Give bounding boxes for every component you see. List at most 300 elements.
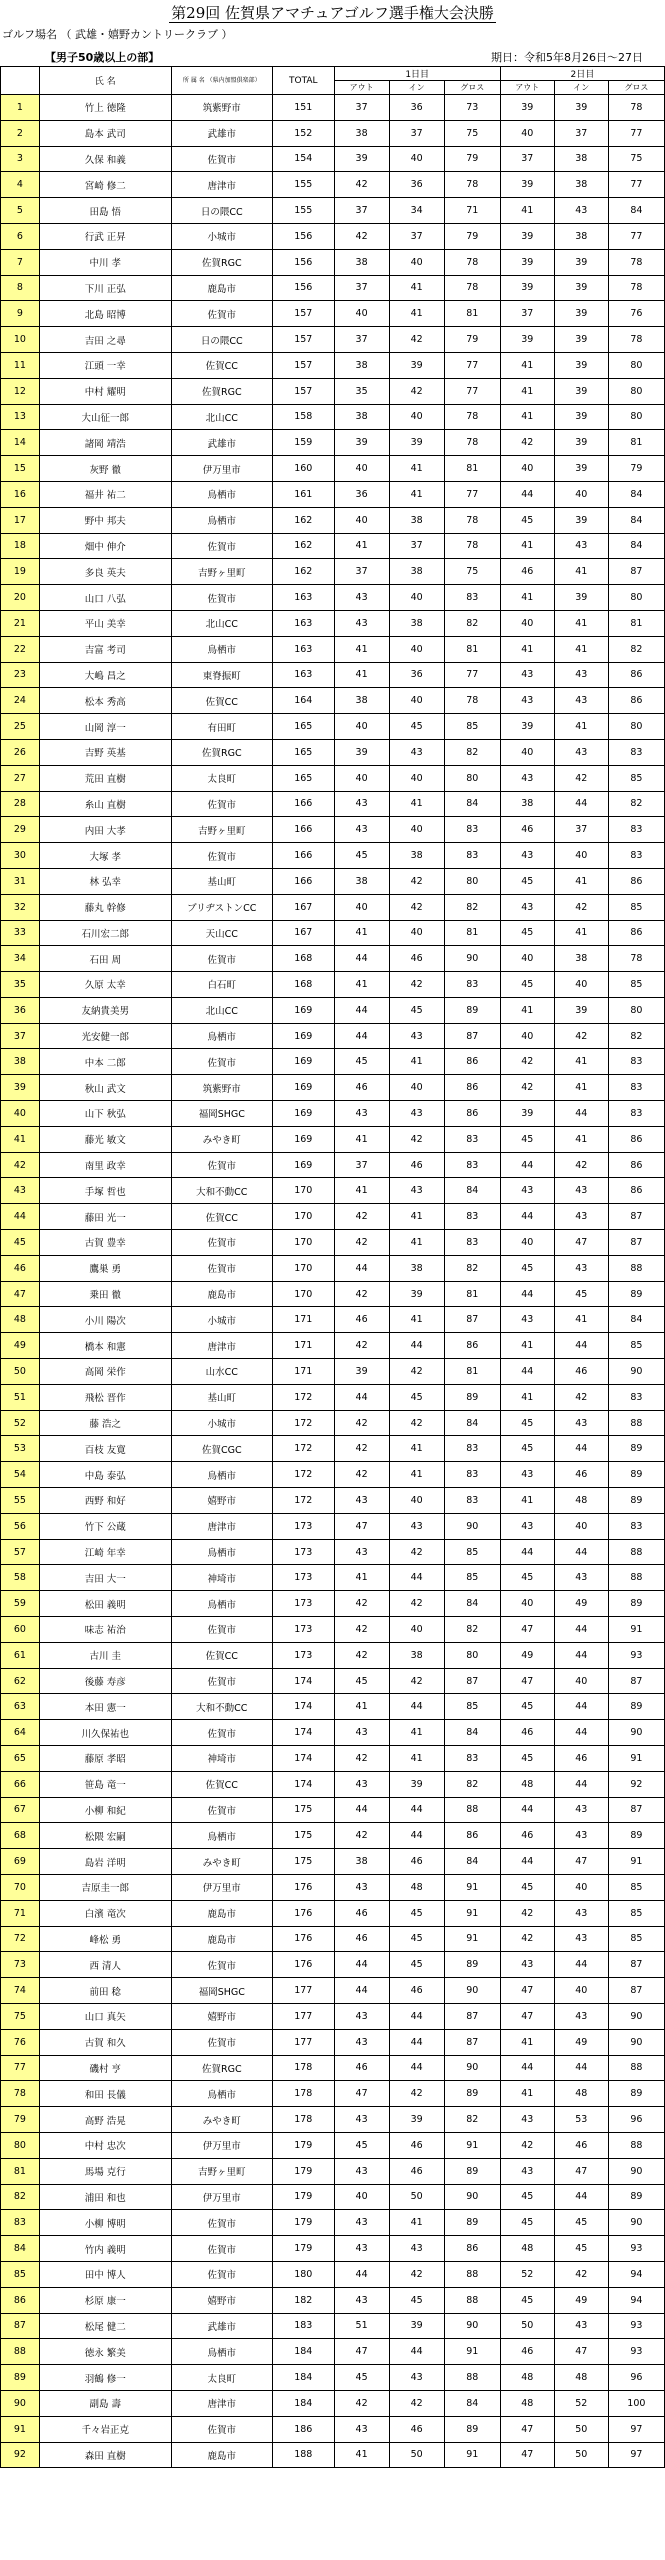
day1-out: 43 <box>334 791 389 817</box>
total-score: 176 <box>273 1926 335 1952</box>
day1-header: 1日目 <box>334 67 500 81</box>
day2-header: 2日目 <box>500 67 664 81</box>
player-name: 藤光 敏文 <box>39 1126 171 1152</box>
day2-out: 41 <box>500 2081 554 2107</box>
day1-gross: 83 <box>444 817 500 843</box>
day1-out: 44 <box>334 1952 389 1978</box>
rank-cell: 7 <box>1 249 40 275</box>
club-name: みやき町 <box>171 1126 272 1152</box>
day2-gross: 89 <box>608 1488 664 1514</box>
player-name: 吉田 大一 <box>39 1565 171 1591</box>
day1-out: 37 <box>334 559 389 585</box>
day1-gross: 89 <box>444 2158 500 2184</box>
player-name: 中村 耀明 <box>39 378 171 404</box>
table-row <box>1 1462 665 1488</box>
day1-out: 40 <box>334 2184 389 2210</box>
day2-out: 48 <box>500 1771 554 1797</box>
day1-in: 44 <box>389 2029 444 2055</box>
day2-out: 40 <box>500 610 554 636</box>
player-name: 内田 大孝 <box>39 817 171 843</box>
day2-out: 45 <box>500 1694 554 1720</box>
day2-in: 43 <box>554 198 608 224</box>
day2-gross: 85 <box>608 1333 664 1359</box>
table-row <box>1 714 665 740</box>
day1-gross: 84 <box>444 1591 500 1617</box>
day2-out: 41 <box>500 1488 554 1514</box>
table-row <box>1 1849 665 1875</box>
day2-out: 44 <box>500 1849 554 1875</box>
rank-cell: 48 <box>1 1307 40 1333</box>
day1-in: 43 <box>389 1023 444 1049</box>
club-name: 佐賀CC <box>171 688 272 714</box>
rank-cell: 39 <box>1 1075 40 1101</box>
day1-in: 38 <box>389 1255 444 1281</box>
day1-in: 42 <box>389 2261 444 2287</box>
day1-gross: 82 <box>444 610 500 636</box>
club-name: 伊万里市 <box>171 456 272 482</box>
day2-in: 43 <box>554 1178 608 1204</box>
day1-out: 41 <box>334 662 389 688</box>
rank-cell: 30 <box>1 843 40 869</box>
total-score: 168 <box>273 946 335 972</box>
day1-in: 42 <box>389 2390 444 2416</box>
day1-gross: 90 <box>444 2313 500 2339</box>
day2-gross: 96 <box>608 2365 664 2391</box>
club-name: 東脊振町 <box>171 662 272 688</box>
total-score: 168 <box>273 972 335 998</box>
day2-in: 44 <box>554 1617 608 1643</box>
table-row <box>1 1952 665 1978</box>
player-name: 藤 浩之 <box>39 1410 171 1436</box>
day1-in: 42 <box>389 2081 444 2107</box>
day2-in: 40 <box>554 1978 608 2004</box>
day2-gross: 84 <box>608 481 664 507</box>
day2-in: 46 <box>554 1359 608 1385</box>
player-name: 多良 英夫 <box>39 559 171 585</box>
club-name: 佐賀市 <box>171 1152 272 1178</box>
day2-out: 38 <box>500 791 554 817</box>
total-score: 165 <box>273 714 335 740</box>
club-name: 嬉野市 <box>171 1488 272 1514</box>
day2-gross: 89 <box>608 1281 664 1307</box>
day1-gross: 86 <box>444 1075 500 1101</box>
table-row <box>1 1333 665 1359</box>
day2-out: 44 <box>500 2055 554 2081</box>
day1-out: 44 <box>334 1978 389 2004</box>
day2-in: 41 <box>554 714 608 740</box>
day1-gross: 85 <box>444 1539 500 1565</box>
day1-in: 34 <box>389 198 444 224</box>
table-row <box>1 1694 665 1720</box>
club-name: 佐賀RGC <box>171 2055 272 2081</box>
day1-gross: 89 <box>444 997 500 1023</box>
day2-out: 41 <box>500 352 554 378</box>
total-score: 169 <box>273 1049 335 1075</box>
day1-in: 41 <box>389 1462 444 1488</box>
day1-gross: 73 <box>444 95 500 121</box>
day2-gross: 97 <box>608 2416 664 2442</box>
table-row <box>1 481 665 507</box>
day1-out: 42 <box>334 2390 389 2416</box>
player-name: 竹下 公蔵 <box>39 1513 171 1539</box>
day2-gross: 75 <box>608 146 664 172</box>
day2-gross: 93 <box>608 2313 664 2339</box>
day1-gross: 82 <box>444 1771 500 1797</box>
day2-gross: 87 <box>608 1668 664 1694</box>
rank-cell: 74 <box>1 1978 40 2004</box>
day1-out: 42 <box>334 1281 389 1307</box>
table-row <box>1 430 665 456</box>
day2-gross: 84 <box>608 507 664 533</box>
table-row <box>1 817 665 843</box>
day1-in: 38 <box>389 559 444 585</box>
day2-out: 44 <box>500 1204 554 1230</box>
day2-out: 39 <box>500 714 554 740</box>
total-score: 169 <box>273 1101 335 1127</box>
club-name: 佐賀市 <box>171 946 272 972</box>
club-name: 伊万里市 <box>171 2132 272 2158</box>
day1-gross: 91 <box>444 2339 500 2365</box>
day2-gross: 85 <box>608 765 664 791</box>
day2-out: 43 <box>500 2107 554 2133</box>
table-row <box>1 1049 665 1075</box>
total-score: 170 <box>273 1204 335 1230</box>
day1-gross: 83 <box>444 1230 500 1256</box>
table-row <box>1 1591 665 1617</box>
day1-in: 39 <box>389 352 444 378</box>
table-row <box>1 1668 665 1694</box>
day1-out: 40 <box>334 456 389 482</box>
rank-cell: 6 <box>1 223 40 249</box>
rank-cell: 41 <box>1 1126 40 1152</box>
day1-in: 46 <box>389 2132 444 2158</box>
player-name: 大嶋 昌之 <box>39 662 171 688</box>
day1-gross: 75 <box>444 559 500 585</box>
day1-gross: 83 <box>444 1436 500 1462</box>
day2-gross: 86 <box>608 662 664 688</box>
day1-gross: 89 <box>444 2416 500 2442</box>
day1-gross: 89 <box>444 1384 500 1410</box>
day1-out: 40 <box>334 507 389 533</box>
day2-in: 41 <box>554 610 608 636</box>
day1-out: 38 <box>334 868 389 894</box>
rank-cell: 87 <box>1 2313 40 2339</box>
table-row <box>1 1410 665 1436</box>
day1-out: 41 <box>334 1126 389 1152</box>
rank-cell: 81 <box>1 2158 40 2184</box>
table-row <box>1 868 665 894</box>
day2-out: 41 <box>500 2029 554 2055</box>
day1-gross: 83 <box>444 1488 500 1514</box>
day1-gross: 89 <box>444 1952 500 1978</box>
day2-in: 42 <box>554 894 608 920</box>
day1-in: 42 <box>389 1410 444 1436</box>
club-name: 有田町 <box>171 714 272 740</box>
day2-in: 37 <box>554 817 608 843</box>
total-score: 172 <box>273 1384 335 1410</box>
results-table <box>0 66 665 2468</box>
rank-cell: 80 <box>1 2132 40 2158</box>
rank-cell: 52 <box>1 1410 40 1436</box>
day2-in: 41 <box>554 920 608 946</box>
day1-out: 43 <box>334 1874 389 1900</box>
day2-in: 45 <box>554 2236 608 2262</box>
day1-out: 44 <box>334 946 389 972</box>
table-row <box>1 1900 665 1926</box>
day2-out: 42 <box>500 2132 554 2158</box>
day2-out: 40 <box>500 1023 554 1049</box>
day1-gross: 91 <box>444 2132 500 2158</box>
day2-in: 44 <box>554 1694 608 1720</box>
day2-gross: 90 <box>608 1720 664 1746</box>
rank-cell: 21 <box>1 610 40 636</box>
total-score: 176 <box>273 1952 335 1978</box>
day2-in: 49 <box>554 2029 608 2055</box>
player-name: 小柳 博明 <box>39 2210 171 2236</box>
day1-out: 41 <box>334 972 389 998</box>
day2-out: 43 <box>500 894 554 920</box>
day2-out: 42 <box>500 1926 554 1952</box>
player-name: 山下 秋弘 <box>39 1101 171 1127</box>
day1-out: 47 <box>334 2081 389 2107</box>
day1-gross: 90 <box>444 1513 500 1539</box>
day1-in: 45 <box>389 1926 444 1952</box>
day2-gross: 89 <box>608 1436 664 1462</box>
day1-out: 47 <box>334 2339 389 2365</box>
day2-out: 40 <box>500 1230 554 1256</box>
day1-out: 38 <box>334 1849 389 1875</box>
day1-in: 46 <box>389 1849 444 1875</box>
table-row <box>1 507 665 533</box>
player-name: 鷹巣 勇 <box>39 1255 171 1281</box>
day1-gross: 78 <box>444 430 500 456</box>
day2-gross: 89 <box>608 2184 664 2210</box>
day2-gross: 87 <box>608 1230 664 1256</box>
day2-out: 46 <box>500 2339 554 2365</box>
player-name: 荒田 直樹 <box>39 765 171 791</box>
day2-in: 37 <box>554 120 608 146</box>
table-row <box>1 920 665 946</box>
day2-out: 41 <box>500 997 554 1023</box>
club-name: 鹿島市 <box>171 275 272 301</box>
club-name: 佐賀市 <box>171 1720 272 1746</box>
total-score: 186 <box>273 2416 335 2442</box>
club-name: 吉野ヶ里町 <box>171 817 272 843</box>
day2-gross: 78 <box>608 249 664 275</box>
player-name: 羽鶴 修一 <box>39 2365 171 2391</box>
player-name: 中島 泰弘 <box>39 1462 171 1488</box>
total-score: 179 <box>273 2184 335 2210</box>
day2-in: 39 <box>554 456 608 482</box>
club-name: 小城市 <box>171 223 272 249</box>
total-score: 165 <box>273 739 335 765</box>
rank-cell: 10 <box>1 327 40 353</box>
day2-gross: 89 <box>608 1462 664 1488</box>
player-name: 山口 真矢 <box>39 2003 171 2029</box>
rank-cell: 56 <box>1 1513 40 1539</box>
day2-out: 40 <box>500 946 554 972</box>
day1-out: 37 <box>334 198 389 224</box>
day1-gross: 79 <box>444 146 500 172</box>
total-score: 173 <box>273 1642 335 1668</box>
player-name: 古賀 豊幸 <box>39 1230 171 1256</box>
day2-out: 39 <box>500 223 554 249</box>
rank-cell: 46 <box>1 1255 40 1281</box>
day1-in: 45 <box>389 714 444 740</box>
total-score: 178 <box>273 2055 335 2081</box>
total-score: 174 <box>273 1668 335 1694</box>
day2-out: 40 <box>500 456 554 482</box>
rank-cell: 11 <box>1 352 40 378</box>
club-name: 神埼市 <box>171 1746 272 1772</box>
club-name: 白石町 <box>171 972 272 998</box>
player-name: 石田 周 <box>39 946 171 972</box>
total-score: 169 <box>273 997 335 1023</box>
day1-out: 37 <box>334 95 389 121</box>
total-score: 163 <box>273 636 335 662</box>
rank-cell: 78 <box>1 2081 40 2107</box>
table-row <box>1 843 665 869</box>
rank-cell: 33 <box>1 920 40 946</box>
event-period: 期日：令和5年8月26日～27日 <box>491 51 643 64</box>
total-score: 172 <box>273 1462 335 1488</box>
day2-out: 43 <box>500 843 554 869</box>
day1-out: 42 <box>334 1746 389 1772</box>
day1-in: 37 <box>389 533 444 559</box>
day2-out: 44 <box>500 481 554 507</box>
table-row <box>1 1101 665 1127</box>
day1-gross: 78 <box>444 249 500 275</box>
rank-cell: 69 <box>1 1849 40 1875</box>
total-score: 169 <box>273 1126 335 1152</box>
day1-out: 45 <box>334 2365 389 2391</box>
day1-out: 39 <box>334 430 389 456</box>
day1-out: 42 <box>334 1642 389 1668</box>
rank-cell: 73 <box>1 1952 40 1978</box>
day1-gross: 82 <box>444 1617 500 1643</box>
rank-cell: 62 <box>1 1668 40 1694</box>
day2-in: 44 <box>554 2184 608 2210</box>
player-name: 松本 秀高 <box>39 688 171 714</box>
rank-cell: 86 <box>1 2287 40 2313</box>
club-name: 基山町 <box>171 868 272 894</box>
table-row <box>1 2236 665 2262</box>
day1-out: 44 <box>334 1023 389 1049</box>
rank-cell: 76 <box>1 2029 40 2055</box>
day2-in: 43 <box>554 1900 608 1926</box>
day1-gross: 87 <box>444 2029 500 2055</box>
day1-in: 44 <box>389 1797 444 1823</box>
day2-in: 39 <box>554 352 608 378</box>
player-name: 中本 二郎 <box>39 1049 171 1075</box>
total-score: 175 <box>273 1797 335 1823</box>
day1-out: 44 <box>334 1797 389 1823</box>
day1-out: 41 <box>334 533 389 559</box>
day1-in: 41 <box>389 1049 444 1075</box>
club-name: 唐津市 <box>171 2390 272 2416</box>
total-score: 174 <box>273 1720 335 1746</box>
day1-out: 42 <box>334 1462 389 1488</box>
day2-in: 45 <box>554 2210 608 2236</box>
total-score: 183 <box>273 2313 335 2339</box>
day2-out: 43 <box>500 1178 554 1204</box>
total-score: 170 <box>273 1281 335 1307</box>
day1-gross: 84 <box>444 791 500 817</box>
day2-in: 47 <box>554 1849 608 1875</box>
club-name: 鹿島市 <box>171 1926 272 1952</box>
day1-out: 38 <box>334 404 389 430</box>
player-name: 竹内 義明 <box>39 2236 171 2262</box>
day2-in: 44 <box>554 2055 608 2081</box>
day2-gross: 88 <box>608 2055 664 2081</box>
day2-gross: 79 <box>608 456 664 482</box>
total-score: 170 <box>273 1255 335 1281</box>
day2-gross: 84 <box>608 533 664 559</box>
table-row <box>1 2158 665 2184</box>
day2-out: 48 <box>500 2236 554 2262</box>
club-name: みやき町 <box>171 1849 272 1875</box>
day1-in: 43 <box>389 1513 444 1539</box>
day2-gross: 83 <box>608 1513 664 1539</box>
day2-in: 43 <box>554 739 608 765</box>
day1-out: 36 <box>334 481 389 507</box>
club-name: 佐賀市 <box>171 791 272 817</box>
table-row <box>1 2416 665 2442</box>
total-score: 173 <box>273 1591 335 1617</box>
day1-out: 43 <box>334 2158 389 2184</box>
day2-in: 53 <box>554 2107 608 2133</box>
club-name: 鳥栖市 <box>171 1462 272 1488</box>
day1-out: 43 <box>334 2107 389 2133</box>
day1-out: 38 <box>334 249 389 275</box>
table-row <box>1 1720 665 1746</box>
day1-out: 37 <box>334 1152 389 1178</box>
player-name: 味志 祐治 <box>39 1617 171 1643</box>
rank-cell: 44 <box>1 1204 40 1230</box>
total-score: 173 <box>273 1617 335 1643</box>
day1-out: 39 <box>334 146 389 172</box>
day2-gross: 82 <box>608 1023 664 1049</box>
club-name: 佐賀CGC <box>171 1436 272 1462</box>
table-row <box>1 1436 665 1462</box>
rank-cell: 60 <box>1 1617 40 1643</box>
day2-in: 43 <box>554 2313 608 2339</box>
day2-out: 45 <box>500 868 554 894</box>
total-score: 166 <box>273 791 335 817</box>
club-name: 小城市 <box>171 1307 272 1333</box>
day1-gross: 80 <box>444 1642 500 1668</box>
day1-out: 42 <box>334 1591 389 1617</box>
table-row <box>1 2442 665 2468</box>
table-row <box>1 172 665 198</box>
day2-gross: 80 <box>608 404 664 430</box>
total-score: 157 <box>273 327 335 353</box>
rank-cell: 84 <box>1 2236 40 2262</box>
table-row <box>1 688 665 714</box>
day1-out: 43 <box>334 2287 389 2313</box>
rank-cell: 91 <box>1 2416 40 2442</box>
day2-gross: 83 <box>608 739 664 765</box>
total-score: 175 <box>273 1849 335 1875</box>
player-name: 百枝 友寛 <box>39 1436 171 1462</box>
day2-out: 45 <box>500 1746 554 1772</box>
day2-out: 45 <box>500 507 554 533</box>
day1-gross: 78 <box>444 533 500 559</box>
day2-out: 44 <box>500 1281 554 1307</box>
club-name: 山水CC <box>171 1359 272 1385</box>
day1-gross: 90 <box>444 1978 500 2004</box>
day1-out: 39 <box>334 739 389 765</box>
